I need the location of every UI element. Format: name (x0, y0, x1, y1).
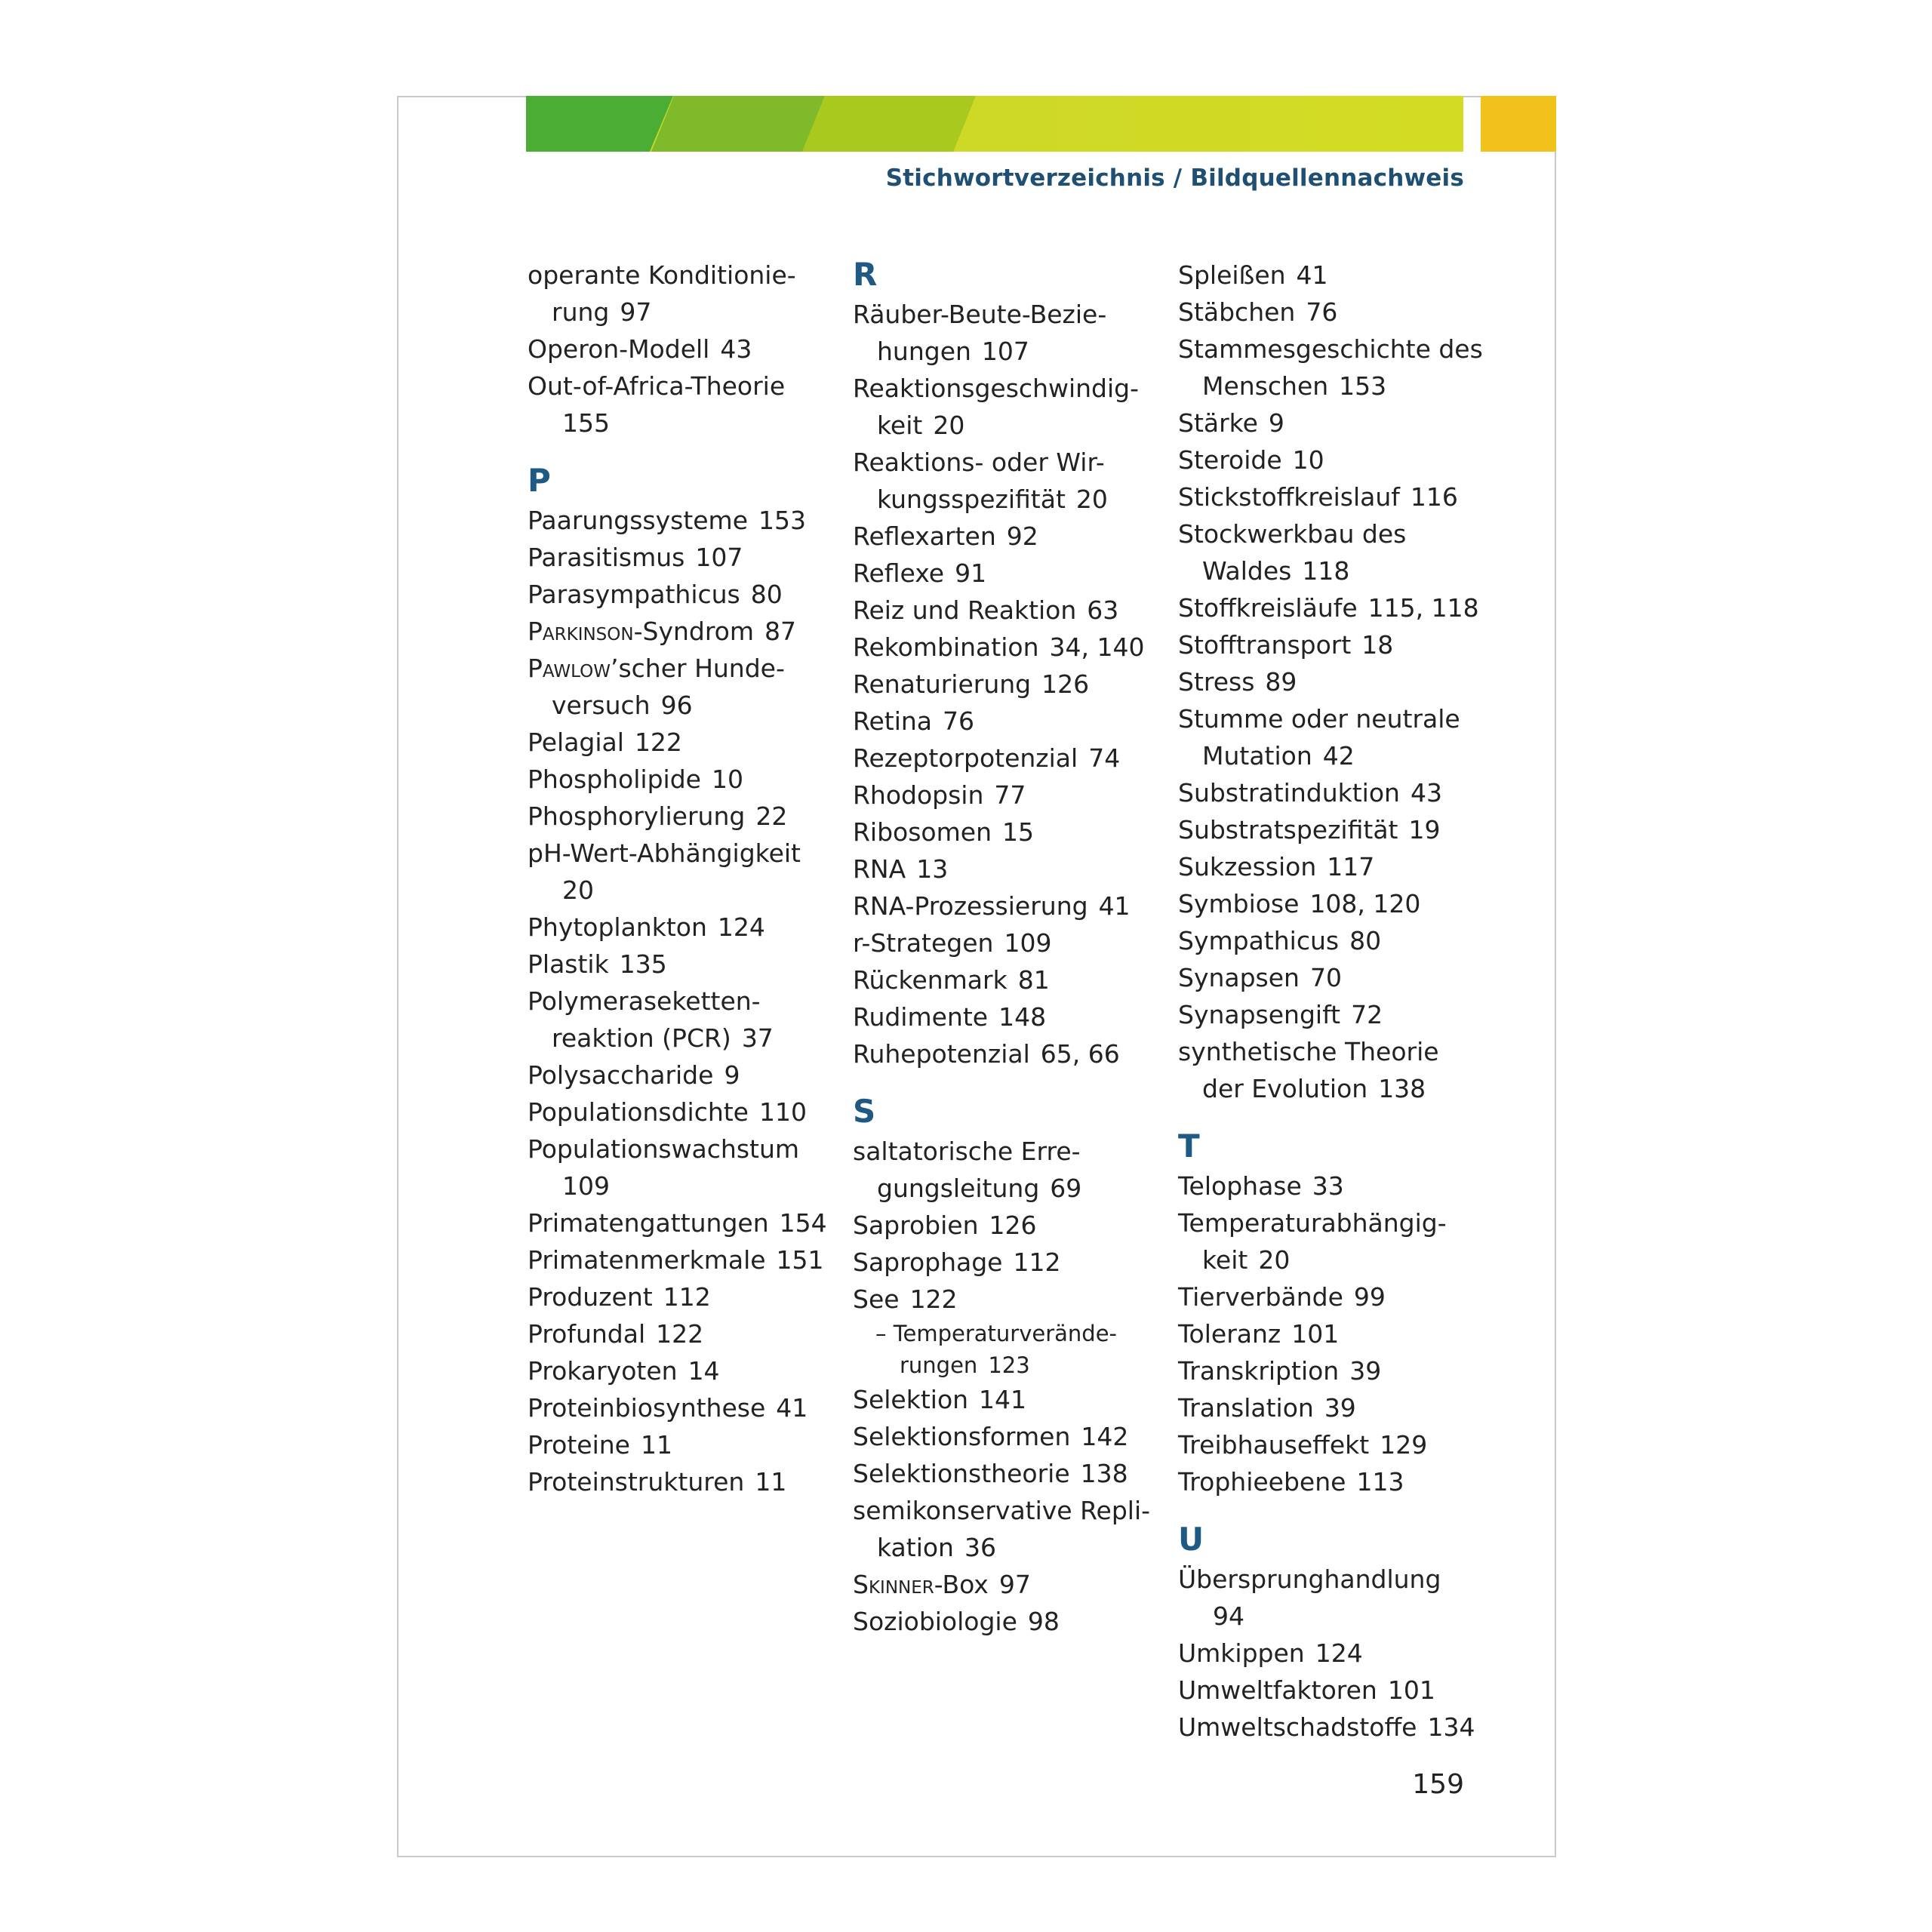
index-entry (853, 1566, 1170, 1603)
index-term: Rekombination (853, 632, 1039, 662)
color-band-yellow-green (802, 96, 976, 152)
index-page-ref: 153 (1339, 371, 1387, 401)
index-term: Reaktions- oder Wir- kungsspezifität (853, 448, 1105, 514)
index-entry (528, 946, 844, 983)
index-term: Reaktionsgeschwindig- keit (853, 374, 1140, 440)
index-page-ref: 110 (759, 1097, 807, 1127)
index-term: Parkinson-Syndrom (528, 617, 755, 646)
index-term: Proteinbiosynthese (528, 1393, 766, 1423)
index-entry (1178, 774, 1495, 811)
index-term: Temperaturabhängig- keit (1178, 1208, 1447, 1275)
index-page-ref: 112 (1013, 1247, 1061, 1277)
index-page-ref: 15 (1001, 817, 1034, 847)
index-entry (853, 740, 1170, 777)
index-entry (1178, 1672, 1495, 1709)
index-entry (1178, 959, 1495, 996)
index-page-ref: 138 (1378, 1074, 1426, 1103)
index-page-ref: 14 (688, 1356, 720, 1386)
index-term: Rudimente (853, 1002, 989, 1032)
index-entry (853, 444, 1170, 518)
index-term: Phosphorylierung (528, 801, 746, 831)
index-term: Treibhauseffekt (1178, 1430, 1370, 1460)
index-page-ref: 77 (994, 780, 1026, 810)
index-entry (528, 1426, 844, 1463)
index-page-ref: 87 (764, 617, 797, 646)
index-page-ref: 9 (1268, 408, 1284, 438)
index-term: Rezeptorpotenzial (853, 743, 1078, 773)
index-entry (853, 1455, 1170, 1492)
index-term: Polysaccharide (528, 1060, 714, 1090)
index-entry (528, 1204, 844, 1241)
index-entry (853, 703, 1170, 740)
index-page-ref: 151 (776, 1245, 824, 1275)
index-term: Toleranz (1178, 1319, 1281, 1349)
index-entry (1178, 700, 1495, 774)
index-term: Retina (853, 706, 932, 736)
index-entry (1178, 1389, 1495, 1426)
index-entry (1178, 331, 1495, 405)
index-entry (528, 1094, 844, 1131)
index-term: Stammesgeschichte des Menschen (1178, 334, 1483, 401)
index-page-ref: 76 (1306, 297, 1338, 327)
index-page-ref: 154 (779, 1208, 827, 1238)
index-term: Spleißen (1178, 260, 1286, 290)
index-entry (528, 835, 844, 909)
index-term: Synapsen (1178, 963, 1300, 992)
index-letter-heading: T (1178, 1128, 1200, 1164)
index-term: Proteine (528, 1430, 630, 1460)
index-term: Paarungssysteme (528, 506, 749, 535)
index-page-ref: 36 (964, 1533, 996, 1562)
index-term: Selektionsformen (853, 1422, 1071, 1451)
index-page-ref: 11 (755, 1467, 787, 1497)
index-page-ref: 72 (1351, 1000, 1383, 1029)
index-page-ref: 116 (1410, 482, 1458, 512)
index-page-ref: 39 (1349, 1356, 1382, 1386)
index-term: Übersprunghandlung (1178, 1564, 1441, 1594)
index-page-ref: 80 (750, 580, 783, 609)
index-entry (853, 370, 1170, 444)
index-entry (1178, 515, 1495, 589)
index-term: See (853, 1284, 900, 1314)
color-band-light-green (651, 96, 825, 152)
index-entry (528, 613, 844, 650)
index-entry (853, 777, 1170, 814)
index-term: Pawlow’scher Hunde- versuch (528, 654, 785, 720)
index-page-ref: 22 (755, 801, 788, 831)
index-page-ref: 80 (1349, 926, 1382, 955)
index-page-ref: 10 (1292, 445, 1324, 475)
index-letter-heading: S (853, 1093, 876, 1130)
index-entry (853, 592, 1170, 629)
index-page-ref: 148 (998, 1002, 1047, 1032)
index-page-ref: 107 (695, 543, 743, 572)
index-term: Tierverbände (1178, 1282, 1343, 1312)
index-entry (853, 1492, 1170, 1566)
color-band-green (526, 96, 673, 152)
index-entry (528, 1241, 844, 1278)
index-term: Translation (1178, 1393, 1314, 1423)
index-entry (528, 1278, 844, 1315)
index-term: Reiz und Reaktion (853, 595, 1077, 625)
index-page-ref: 118 (1302, 556, 1350, 586)
index-term: Sukzession (1178, 852, 1317, 881)
index-term: Stofftransport (1178, 630, 1352, 660)
index-column-3 (1178, 257, 1495, 1746)
index-term: Umweltfaktoren (1178, 1675, 1377, 1705)
index-term: Substratspezifität (1178, 815, 1398, 844)
index-term: Saprobien (853, 1211, 979, 1240)
index-page-ref: 97 (620, 297, 652, 327)
index-entry (853, 924, 1170, 961)
index-page-ref: 65, 66 (1040, 1039, 1120, 1069)
index-entry (1178, 1168, 1495, 1204)
index-entry (1178, 663, 1495, 700)
index-entry (853, 1133, 1170, 1207)
index-page-ref: 11 (640, 1430, 672, 1460)
index-page-ref: 155 (562, 408, 610, 438)
index-term: Profundal (528, 1319, 646, 1349)
index-column-2 (853, 257, 1170, 1640)
index-term: Parasympathicus (528, 580, 740, 609)
index-term: Transkription (1178, 1356, 1340, 1386)
index-entry (528, 1057, 844, 1094)
index-entry (853, 998, 1170, 1035)
index-page-ref: 42 (1322, 741, 1355, 771)
index-term: Skinner-Box (853, 1570, 989, 1599)
index-term: Prokaryoten (528, 1356, 678, 1386)
index-page-ref: 20 (933, 411, 965, 440)
index-term: Populationsdichte (528, 1097, 749, 1127)
index-page-ref: 109 (1004, 928, 1052, 958)
index-entry (1178, 257, 1495, 294)
index-column-1 (528, 257, 844, 1500)
index-page-ref: 43 (1410, 778, 1442, 808)
index-page-ref: 123 (988, 1352, 1030, 1378)
index-subentry (853, 1318, 1170, 1381)
index-page-ref: 33 (1312, 1171, 1344, 1201)
index-page-ref: 63 (1087, 595, 1119, 625)
index-term: Umkippen (1178, 1638, 1305, 1668)
index-page-ref: 41 (776, 1393, 808, 1423)
index-page-ref: 141 (979, 1385, 1027, 1414)
index-page-ref: 76 (943, 706, 974, 736)
index-term: Stoffkreisläufe (1178, 593, 1358, 623)
index-entry (1178, 1278, 1495, 1315)
index-term: pH-Wert-Abhängigkeit (528, 838, 801, 868)
index-term: Räuber-Beute-Bezie- hungen (853, 300, 1107, 366)
index-page-ref: 70 (1309, 963, 1342, 992)
index-page-ref: 126 (989, 1211, 1037, 1240)
index-term: Reflexarten (853, 521, 996, 551)
index-term: Parasitismus (528, 543, 685, 572)
index-page-ref: 91 (955, 558, 987, 588)
index-page-ref: 10 (711, 764, 743, 794)
index-term: Operon-Modell (528, 334, 710, 364)
index-page-ref: 101 (1291, 1319, 1340, 1349)
index-term: RNA-Prozessierung (853, 891, 1088, 921)
index-entry (1178, 1561, 1495, 1635)
index-letter-heading: U (1178, 1521, 1204, 1558)
index-term: Saprophage (853, 1247, 1003, 1277)
index-page-ref: 115, 118 (1367, 593, 1479, 623)
index-term: Stress (1178, 667, 1255, 697)
index-entry (528, 1315, 844, 1352)
index-entry (528, 650, 844, 724)
index-term: Stickstoffkreislauf (1178, 482, 1400, 512)
index-entry (1178, 848, 1495, 885)
index-entry (1178, 1426, 1495, 1463)
index-page-ref: 113 (1356, 1467, 1404, 1497)
index-entry (528, 724, 844, 761)
index-page-ref: 94 (1213, 1601, 1244, 1631)
index-entry (853, 555, 1170, 592)
index-entry (853, 296, 1170, 370)
index-term: Sympathicus (1178, 926, 1340, 955)
index-entry (853, 961, 1170, 998)
index-page-ref: 92 (1006, 521, 1038, 551)
index-term: RNA (853, 854, 906, 884)
index-term: Pelagial (528, 728, 624, 757)
index-term: Stäbchen (1178, 297, 1296, 327)
index-entry (853, 1207, 1170, 1244)
index-entry (1178, 1352, 1495, 1389)
index-term: Rückenmark (853, 965, 1008, 995)
index-entry (853, 888, 1170, 924)
index-entry (1178, 589, 1495, 626)
color-band (526, 96, 1463, 152)
index-page-ref: 9 (724, 1060, 740, 1090)
index-term: Trophieebene (1178, 1467, 1346, 1497)
index-entry (528, 1463, 844, 1500)
index-term: Polymeraseketten- reaktion (PCR) (528, 986, 761, 1053)
index-term: Substratinduktion (1178, 778, 1400, 808)
index-entry (1178, 996, 1495, 1033)
index-entry (528, 909, 844, 946)
index-page-ref: 138 (1080, 1459, 1128, 1488)
index-term: Phytoplankton (528, 912, 707, 942)
index-entry (853, 1603, 1170, 1640)
page-number: 159 (1412, 1769, 1464, 1800)
index-term: synthetische Theorie der Evolution (1178, 1037, 1439, 1103)
index-term: Stockwerkbau des Waldes (1178, 519, 1407, 586)
index-page-ref: 134 (1427, 1712, 1475, 1742)
index-page-ref: 126 (1041, 669, 1090, 699)
index-page-ref: 99 (1353, 1282, 1386, 1312)
index-entry (853, 666, 1170, 703)
index-term: Soziobiologie (853, 1607, 1017, 1636)
index-term: semikonservative Repli- kation (853, 1496, 1151, 1562)
index-term: Ribosomen (853, 817, 992, 847)
index-entry (528, 257, 844, 331)
index-entry (853, 1035, 1170, 1072)
index-term: Primatengattungen (528, 1208, 769, 1238)
index-page-ref: 96 (660, 691, 693, 720)
index-page-ref: 122 (634, 728, 682, 757)
index-page-ref: 122 (909, 1284, 958, 1314)
index-term: Stärke (1178, 408, 1258, 438)
index-entry (1178, 478, 1495, 515)
index-entry (528, 1389, 844, 1426)
running-head: Stichwortverzeichnis / Bildquellennachweis (885, 165, 1464, 192)
index-page-ref: 101 (1387, 1675, 1435, 1705)
index-page-ref: 129 (1380, 1430, 1428, 1460)
index-term: Umweltschadstoffe (1178, 1712, 1417, 1742)
index-term: Synapsengift (1178, 1000, 1341, 1029)
index-page-ref: 37 (741, 1023, 774, 1053)
index-term: Selektion (853, 1385, 969, 1414)
index-entry (1178, 294, 1495, 331)
index-term: operante Konditionie- rung (528, 260, 796, 327)
index-entry (853, 814, 1170, 851)
index-entry (853, 1418, 1170, 1455)
index-page-ref: 69 (1050, 1174, 1082, 1203)
index-entry (1178, 1709, 1495, 1746)
index-page-ref: 34, 140 (1049, 632, 1145, 662)
index-page-ref: 39 (1324, 1393, 1356, 1423)
index-page-ref: 74 (1088, 743, 1121, 773)
index-term: Produzent (528, 1282, 653, 1312)
index-entry (528, 1352, 844, 1389)
index-page-ref: 135 (619, 949, 667, 979)
index-page-ref: 153 (758, 506, 807, 535)
person-name: Pawlow (528, 654, 611, 683)
index-page-ref: 98 (1027, 1607, 1060, 1636)
index-term: Ruhepotenzial (853, 1039, 1030, 1069)
index-term: Proteinstrukturen (528, 1467, 745, 1497)
index-term: Out-of-Africa-Theorie (528, 371, 786, 401)
index-entry (528, 539, 844, 576)
index-entry (1178, 1635, 1495, 1672)
index-page-ref: 97 (998, 1570, 1031, 1599)
index-entry (1178, 405, 1495, 441)
index-term: Steroide (1178, 445, 1282, 475)
index-entry (1178, 441, 1495, 478)
index-page-ref: 142 (1081, 1422, 1129, 1451)
index-page-ref: 41 (1098, 891, 1131, 921)
index-page-ref: 20 (1075, 485, 1108, 514)
index-entry (1178, 1204, 1495, 1278)
index-letter-heading: P (528, 462, 551, 499)
index-page-ref: 20 (562, 875, 594, 905)
index-entry (853, 851, 1170, 888)
index-term: Rhodopsin (853, 780, 984, 810)
index-term: r-Strategen (853, 928, 994, 958)
index-page-ref: 117 (1327, 852, 1375, 881)
index-page-ref: 41 (1296, 260, 1328, 290)
index-entry (1178, 626, 1495, 663)
index-entry (528, 502, 844, 539)
index-term: Plastik (528, 949, 609, 979)
color-band-tab (1481, 96, 1556, 152)
index-page-ref: 107 (981, 337, 1029, 366)
index-entry (1178, 1315, 1495, 1352)
index-page-ref: 13 (916, 854, 949, 884)
index-page-ref: 20 (1258, 1245, 1291, 1275)
index-entry (528, 798, 844, 835)
index-page-ref: 18 (1361, 630, 1394, 660)
index-entry (528, 576, 844, 613)
index-letter-heading: R (853, 256, 878, 293)
index-page-ref: 19 (1408, 815, 1441, 844)
index-page-ref: 124 (1315, 1638, 1363, 1668)
index-term: Renaturierung (853, 669, 1032, 699)
person-name: Skinner (853, 1570, 934, 1599)
index-entry (528, 368, 844, 441)
index-term: Phospholipide (528, 764, 701, 794)
index-entry (1178, 811, 1495, 848)
index-entry (853, 1244, 1170, 1281)
index-entry (853, 1381, 1170, 1418)
index-term: saltatorische Erre- gungsleitung (853, 1137, 1081, 1203)
index-entry (1178, 922, 1495, 959)
index-page-ref: 43 (720, 334, 752, 364)
index-entry (853, 629, 1170, 666)
index-term: Symbiose (1178, 889, 1300, 918)
index-term: Primatenmerkmale (528, 1245, 766, 1275)
index-page-ref: 109 (562, 1171, 610, 1201)
index-entry (528, 983, 844, 1057)
person-name: Parkinson (528, 617, 634, 646)
index-page-ref: 108, 120 (1309, 889, 1421, 918)
index-term: Stumme oder neutrale Mutation (1178, 704, 1460, 771)
index-term: – Temperaturverände- rungen (875, 1321, 1118, 1378)
index-entry (1178, 885, 1495, 922)
index-term: Reflexe (853, 558, 945, 588)
index-entry (853, 1281, 1170, 1318)
index-entry (853, 518, 1170, 555)
index-term: Telophase (1178, 1171, 1302, 1201)
index-entry (528, 331, 844, 368)
index-entry (528, 761, 844, 798)
index-term: Selektionstheorie (853, 1459, 1070, 1488)
index-page-ref: 124 (717, 912, 765, 942)
index-term: Populationswachstum (528, 1134, 800, 1164)
index-page-ref: 81 (1017, 965, 1050, 995)
index-page-ref: 89 (1265, 667, 1297, 697)
index-page-ref: 122 (656, 1319, 704, 1349)
index-entry (528, 1131, 844, 1204)
index-page-ref: 112 (663, 1282, 711, 1312)
index-entry (1178, 1033, 1495, 1107)
index-entry (1178, 1463, 1495, 1500)
